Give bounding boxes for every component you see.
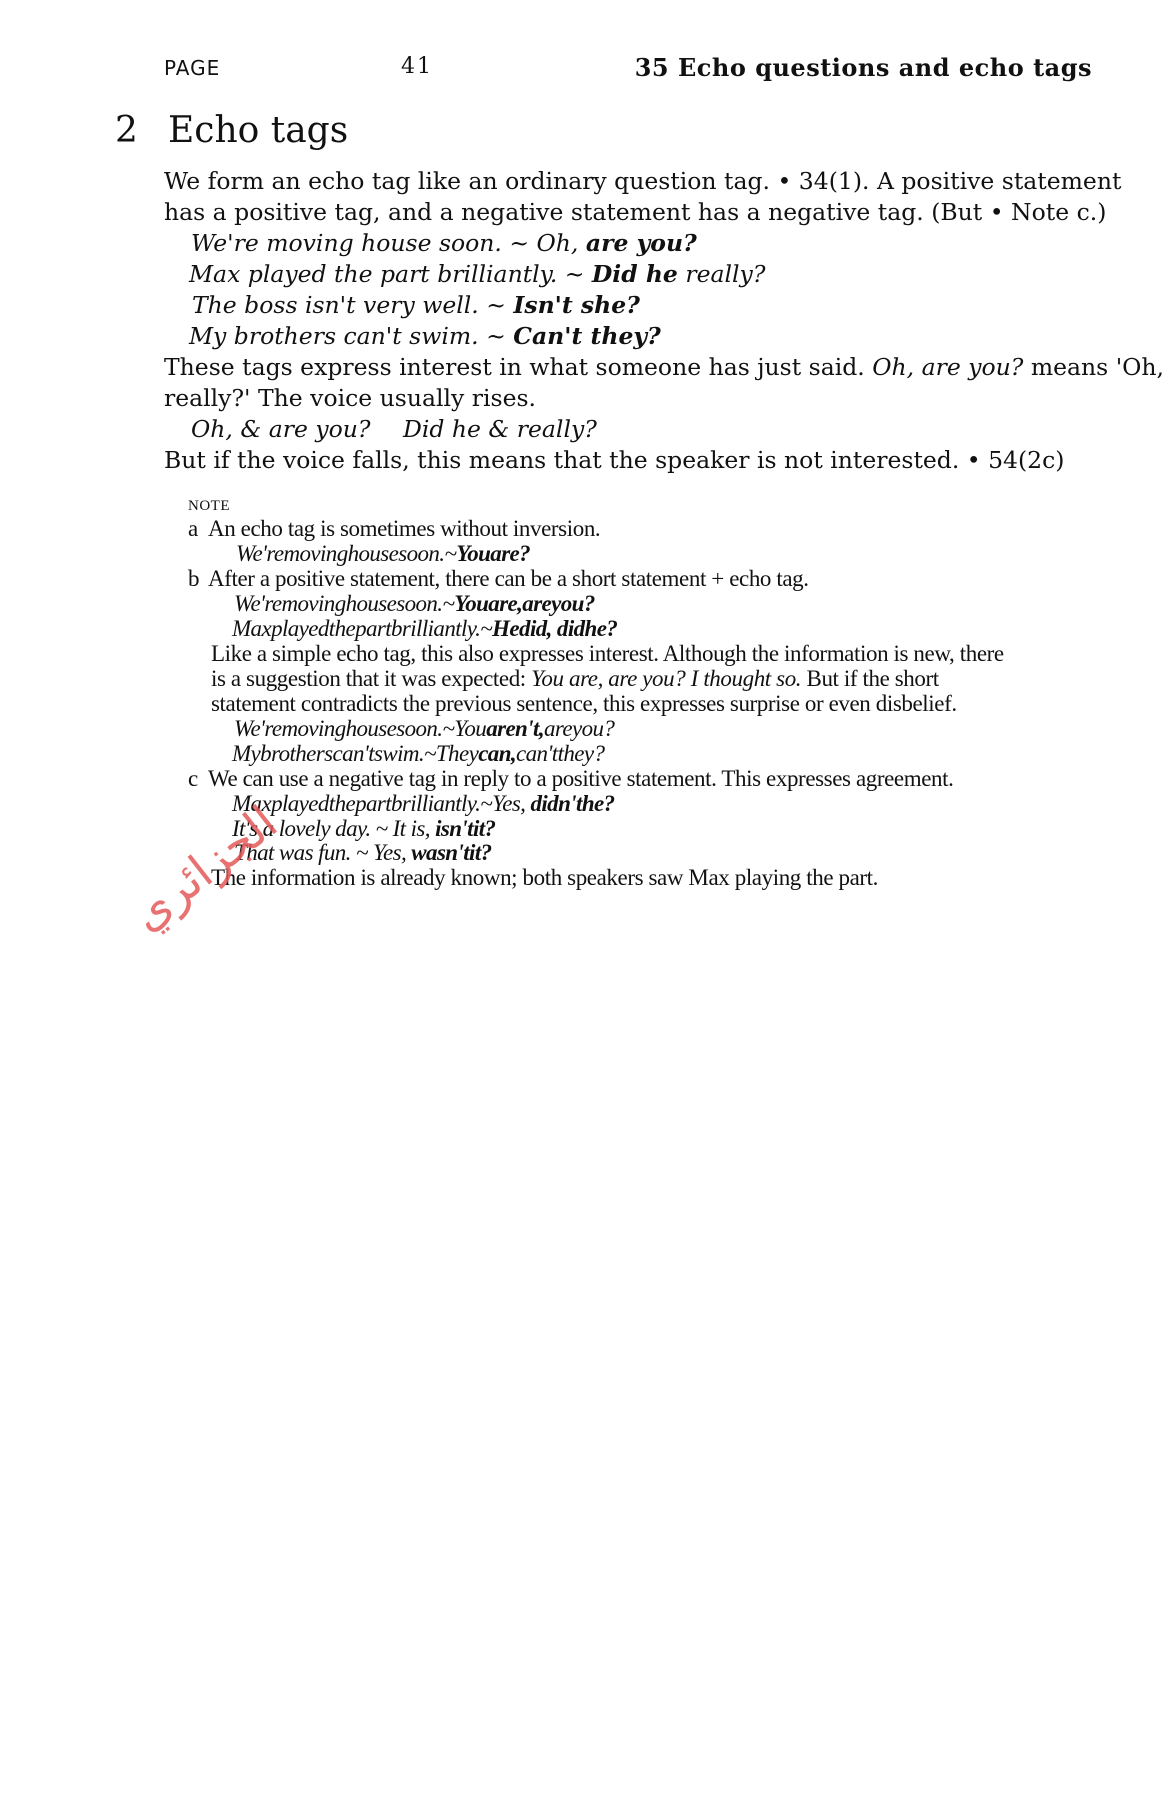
note-a [188,516,600,542]
note-c-example-2-statement: It's a lovely day. ~ It is, [232,816,436,841]
note-c [188,766,953,792]
body-paragraph-2-line-1 [164,353,1164,381]
body-paragraph-1-line-2: has a positive tag, and a negative statement has a negative tag. (But • Note c.) [164,198,1107,226]
note-b-paragraph-text-a: is a suggestion that it was expected: [211,666,532,691]
example-2-tail: really? [677,260,766,288]
note-b-example-3 [234,716,614,742]
note-b-example-1-statement: We'removinghousesoon.~ [234,591,455,616]
paragraph-2-italic: Oh, are you? [872,353,1024,381]
note-a-letter: a [188,516,198,541]
note-c-example-1 [232,791,615,817]
note-b-example-4-statement: Mybrotherscan'tswim.~They [232,741,479,766]
note-a-example-tag: Youare? [456,541,531,566]
example-2-statement: Max played the part brilliantly. ~ [189,260,592,288]
header-chapter-title: 35 Echo questions and echo tags [634,53,1092,82]
example-3-tag: Isn't she? [513,291,640,319]
note-c-example-1-statement: Maxplayedthepartbrilliantly.~Yes, [232,791,531,816]
note-b-paragraph-line-1: Like a simple echo tag, this also expresses interest. Although the information is new, there [211,641,1004,666]
body-paragraph-2-line-2: really?' The voice usually rises. [164,384,537,412]
header-page-label: PAGE [164,56,221,80]
note-b-text: After a positive statement, there can be a short statement + echo tag. [208,566,809,591]
example-4-tag: Can't they? [513,322,661,350]
note-b-paragraph-italic: You are, are you? I thought so. [531,666,802,691]
paragraph-2-text-b: means 'Oh, [1023,353,1164,381]
note-b-example-2 [232,616,617,642]
note-c-text: We can use a negative tag in reply to a positive statement. This expresses agreement. [208,766,954,791]
note-b-example-3-statement: We'removinghousesoon.~You [234,716,487,741]
note-c-example-2 [232,816,495,842]
note-b-example-2-statement: Maxplayedthepartbrilliantly.~ [232,616,493,641]
note-b-example-2-tag: Hedid, didhe? [492,616,618,641]
body-paragraph-3: But if the voice falls, this means that the speaker is not interested. • 54(2c) [164,446,1065,474]
section-number: 2 [115,110,138,151]
note-b-example-4-tail: can'tthey? [516,741,605,766]
note-b-example-4-bold: can, [478,741,517,766]
note-b-example-4 [232,741,604,767]
watermark-stamp: الجزائري [120,794,288,942]
example-1-statement: We're moving house soon. ~ Oh, [191,229,586,257]
example-3 [192,291,640,319]
note-c-example-3 [234,840,492,866]
note-a-example-statement: We'removinghousesoon.~ [236,541,457,566]
example-3-statement: The boss isn't very well. ~ [192,291,514,319]
note-b-paragraph-line-3: statement contradicts the previous sentence, this expresses surprise or even disbelief. [211,691,957,716]
example-4 [189,322,661,350]
example-5a: Oh, & are you? [191,415,371,443]
note-a-example [236,541,530,567]
note-c-example-3-tag: wasn'tit? [411,840,492,865]
example-4-statement: My brothers can't swim. ~ [189,322,514,350]
note-b-example-1 [234,591,595,617]
note-b-paragraph-text-b: But if the short [801,666,939,691]
example-2-tag: Did he [591,260,678,288]
example-1-tag: are you? [585,229,697,257]
note-label: NOTE [188,498,230,514]
note-b-example-1-tag: Youare,areyou? [454,591,595,616]
paragraph-2-text-a: These tags express interest in what someone has just said. [164,353,873,381]
note-b-example-3-tail: areyou? [543,716,615,741]
note-b-example-3-bold: aren't, [486,716,544,741]
note-c-example-2-tag: isn'tit? [435,816,496,841]
note-b [188,566,809,592]
header-page-number: 41 [401,54,433,79]
body-paragraph-1-line-1: We form an echo tag like an ordinary question tag. • 34(1). A positive statement [164,167,1122,195]
example-1 [191,229,697,257]
note-a-text: An echo tag is sometimes without inversion. [208,516,601,541]
note-c-example-3-statement: That was fun. ~ Yes, [234,840,412,865]
example-5b: Did he & really? [403,415,597,443]
note-b-letter: b [188,566,200,591]
example-2 [189,260,765,288]
note-b-paragraph-line-2 [211,666,939,692]
section-title: Echo tags [168,110,349,151]
note-c-letter: c [188,766,198,791]
note-c-example-1-tag: didn'the? [530,791,615,816]
note-c-paragraph: The information is already known; both speakers saw Max playing the part. [211,865,879,890]
